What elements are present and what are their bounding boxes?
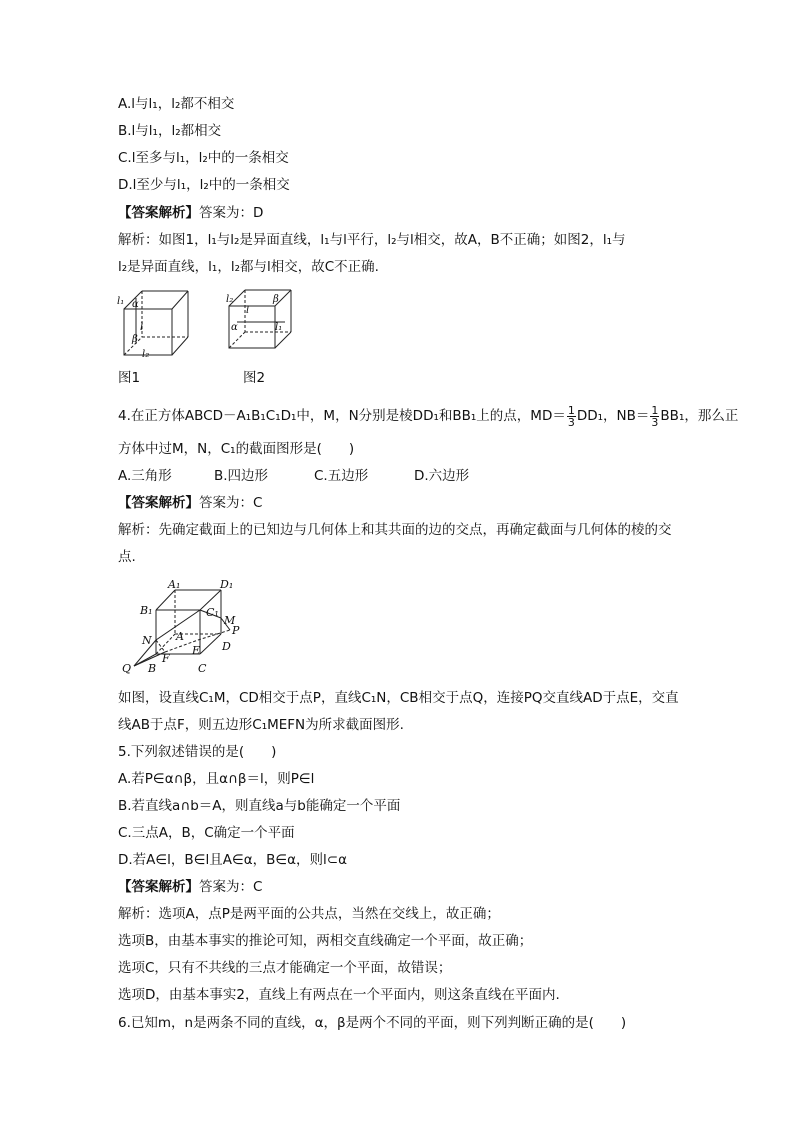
cube-section-figure xyxy=(118,576,248,676)
fraction-numerator: 1 xyxy=(651,403,659,417)
fig1-label-beta: β xyxy=(132,334,138,345)
q4-analysis-line2: 点. xyxy=(118,549,136,565)
q5-option-c: C.三点A，B，C确定一个平面 xyxy=(118,825,295,841)
q3-option-c: C.l至多与l₁，l₂中的一条相交 xyxy=(118,150,289,166)
q4-option-c: C.五边形 xyxy=(314,468,369,484)
q4-stem-a: 4.在正方体ABCD－A₁B₁C₁D₁中，M，N分别是棱DD₁和BB₁上的点，MD＝ xyxy=(118,408,566,424)
q3-answer: 答案为：D xyxy=(199,205,264,221)
q5-stem: 5.下列叙述错误的是( ) xyxy=(118,744,277,760)
q5-answer: 答案为：C xyxy=(199,879,263,895)
q5-analysis-line3: 选项C，只有不共线的三点才能确定一个平面，故错误； xyxy=(118,960,452,976)
q5-option-b: B.若直线a∩b＝A，则直线a与b能确定一个平面 xyxy=(118,798,401,814)
q3-analysis-line1: 解析：如图1，l₁与l₂是异面直线，l₁与l平行，l₂与l相交，故A，B不正确；如图2，l₁与 xyxy=(118,232,626,248)
q5-answer-line xyxy=(118,878,262,896)
fraction-one-third xyxy=(567,405,576,428)
q4-options-row xyxy=(118,467,469,485)
cube-label-b1: B₁ xyxy=(140,604,153,617)
fig2-label-alpha: α xyxy=(231,322,238,333)
fig2-label-l2: l₂ xyxy=(226,294,234,305)
q3-option-b: B.l与l₁，l₂都相交 xyxy=(118,123,222,139)
cube-label-e: E xyxy=(192,644,201,657)
q5-analysis-line1: 解析：选项A，点P是两平面的公共点，当然在交线上，故正确； xyxy=(118,906,500,922)
fig1-label-l1: l₁ xyxy=(117,296,125,307)
q4-answer: 答案为：C xyxy=(199,495,263,511)
q4-stem-b: DD₁，NB＝ xyxy=(576,408,650,424)
q3-option-a: A.l与l₁，l₂都不相交 xyxy=(118,96,235,112)
q4-stem-line1 xyxy=(118,402,738,430)
q4-stem-c: BB₁，那么正 xyxy=(660,408,739,424)
cube-label-d1: D₁ xyxy=(220,578,234,591)
q3-analysis-line2: l₂是异面直线，l₁，l₂都与l相交，故C不正确. xyxy=(118,259,379,275)
fig2-label-l: l xyxy=(246,305,250,316)
q3-answer-line xyxy=(118,204,263,222)
q3-option-d: D.l至少与l₁，l₂中的一条相交 xyxy=(118,177,290,193)
fraction-numerator: 1 xyxy=(567,403,575,417)
figure-1-cube xyxy=(116,286,196,362)
fig1-label-alpha: α xyxy=(132,299,139,310)
cube-label-n: N xyxy=(142,634,152,647)
answer-tag: 【答案解析】 xyxy=(118,205,199,221)
figure-2-caption: 图2 xyxy=(243,370,266,386)
q4-option-b: B.四边形 xyxy=(214,468,269,484)
q6-stem: 6.已知m，n是两条不同的直线，α，β是两个不同的平面，则下列判断正确的是( ) xyxy=(118,1015,627,1031)
cube-label-q: Q xyxy=(122,662,132,675)
q4-explain-line1: 如图，设直线C₁M，CD相交于点P，直线C₁N，CB相交于点Q，连接PQ交直线AD于点E，交直 xyxy=(118,690,679,706)
q5-analysis-line4: 选项D，由基本事实2，直线上有两点在一个平面内，则这条直线在平面内. xyxy=(118,987,560,1003)
q4-option-d: D.六边形 xyxy=(414,468,470,484)
fraction-denominator: 3 xyxy=(651,415,659,429)
fig1-label-l2: l₂ xyxy=(142,349,150,360)
q4-stem-line2: 方体中过M，N，C₁的截面图形是( ) xyxy=(118,441,355,457)
cube-label-p: P xyxy=(232,624,240,637)
fig1-label-l: l xyxy=(140,322,144,333)
q5-option-d: D.若A∈l，B∈l且A∈α，B∈α，则l⊂α xyxy=(118,852,347,868)
q5-option-a: A.若P∈α∩β，且α∩β＝l，则P∈l xyxy=(118,771,315,787)
q4-answer-line xyxy=(118,494,262,512)
fig2-label-l1: l₁ xyxy=(275,322,283,333)
answer-tag: 【答案解析】 xyxy=(118,495,199,511)
fig2-label-beta: β xyxy=(273,294,279,305)
answer-tag: 【答案解析】 xyxy=(118,879,199,895)
q5-analysis-line2: 选项B，由基本事实的推论可知，两相交直线确定一个平面，故正确； xyxy=(118,933,533,949)
cube-label-b: B xyxy=(148,662,157,675)
cube-label-d: D xyxy=(222,640,231,653)
cube-label-c1: C₁ xyxy=(206,606,219,619)
q4-option-a: A.三角形 xyxy=(118,468,172,484)
fraction-denominator: 3 xyxy=(567,415,575,429)
figure-1-caption: 图1 xyxy=(118,370,141,386)
cube-label-a1: A₁ xyxy=(168,578,181,591)
figure-2-cube xyxy=(223,286,299,352)
q4-explain-line2: 线AB于点F，则五边形C₁MEFN为所求截面图形. xyxy=(118,717,404,733)
cube-label-f: F xyxy=(162,652,170,665)
cube-label-a: A xyxy=(176,630,184,643)
cube-label-m: M xyxy=(224,614,236,627)
fraction-one-third xyxy=(650,405,659,428)
cube-label-c: C xyxy=(198,662,207,675)
q4-analysis-line1: 解析：先确定截面上的已知边与几何体上和其共面的边的交点，再确定截面与几何体的棱的交 xyxy=(118,522,672,538)
